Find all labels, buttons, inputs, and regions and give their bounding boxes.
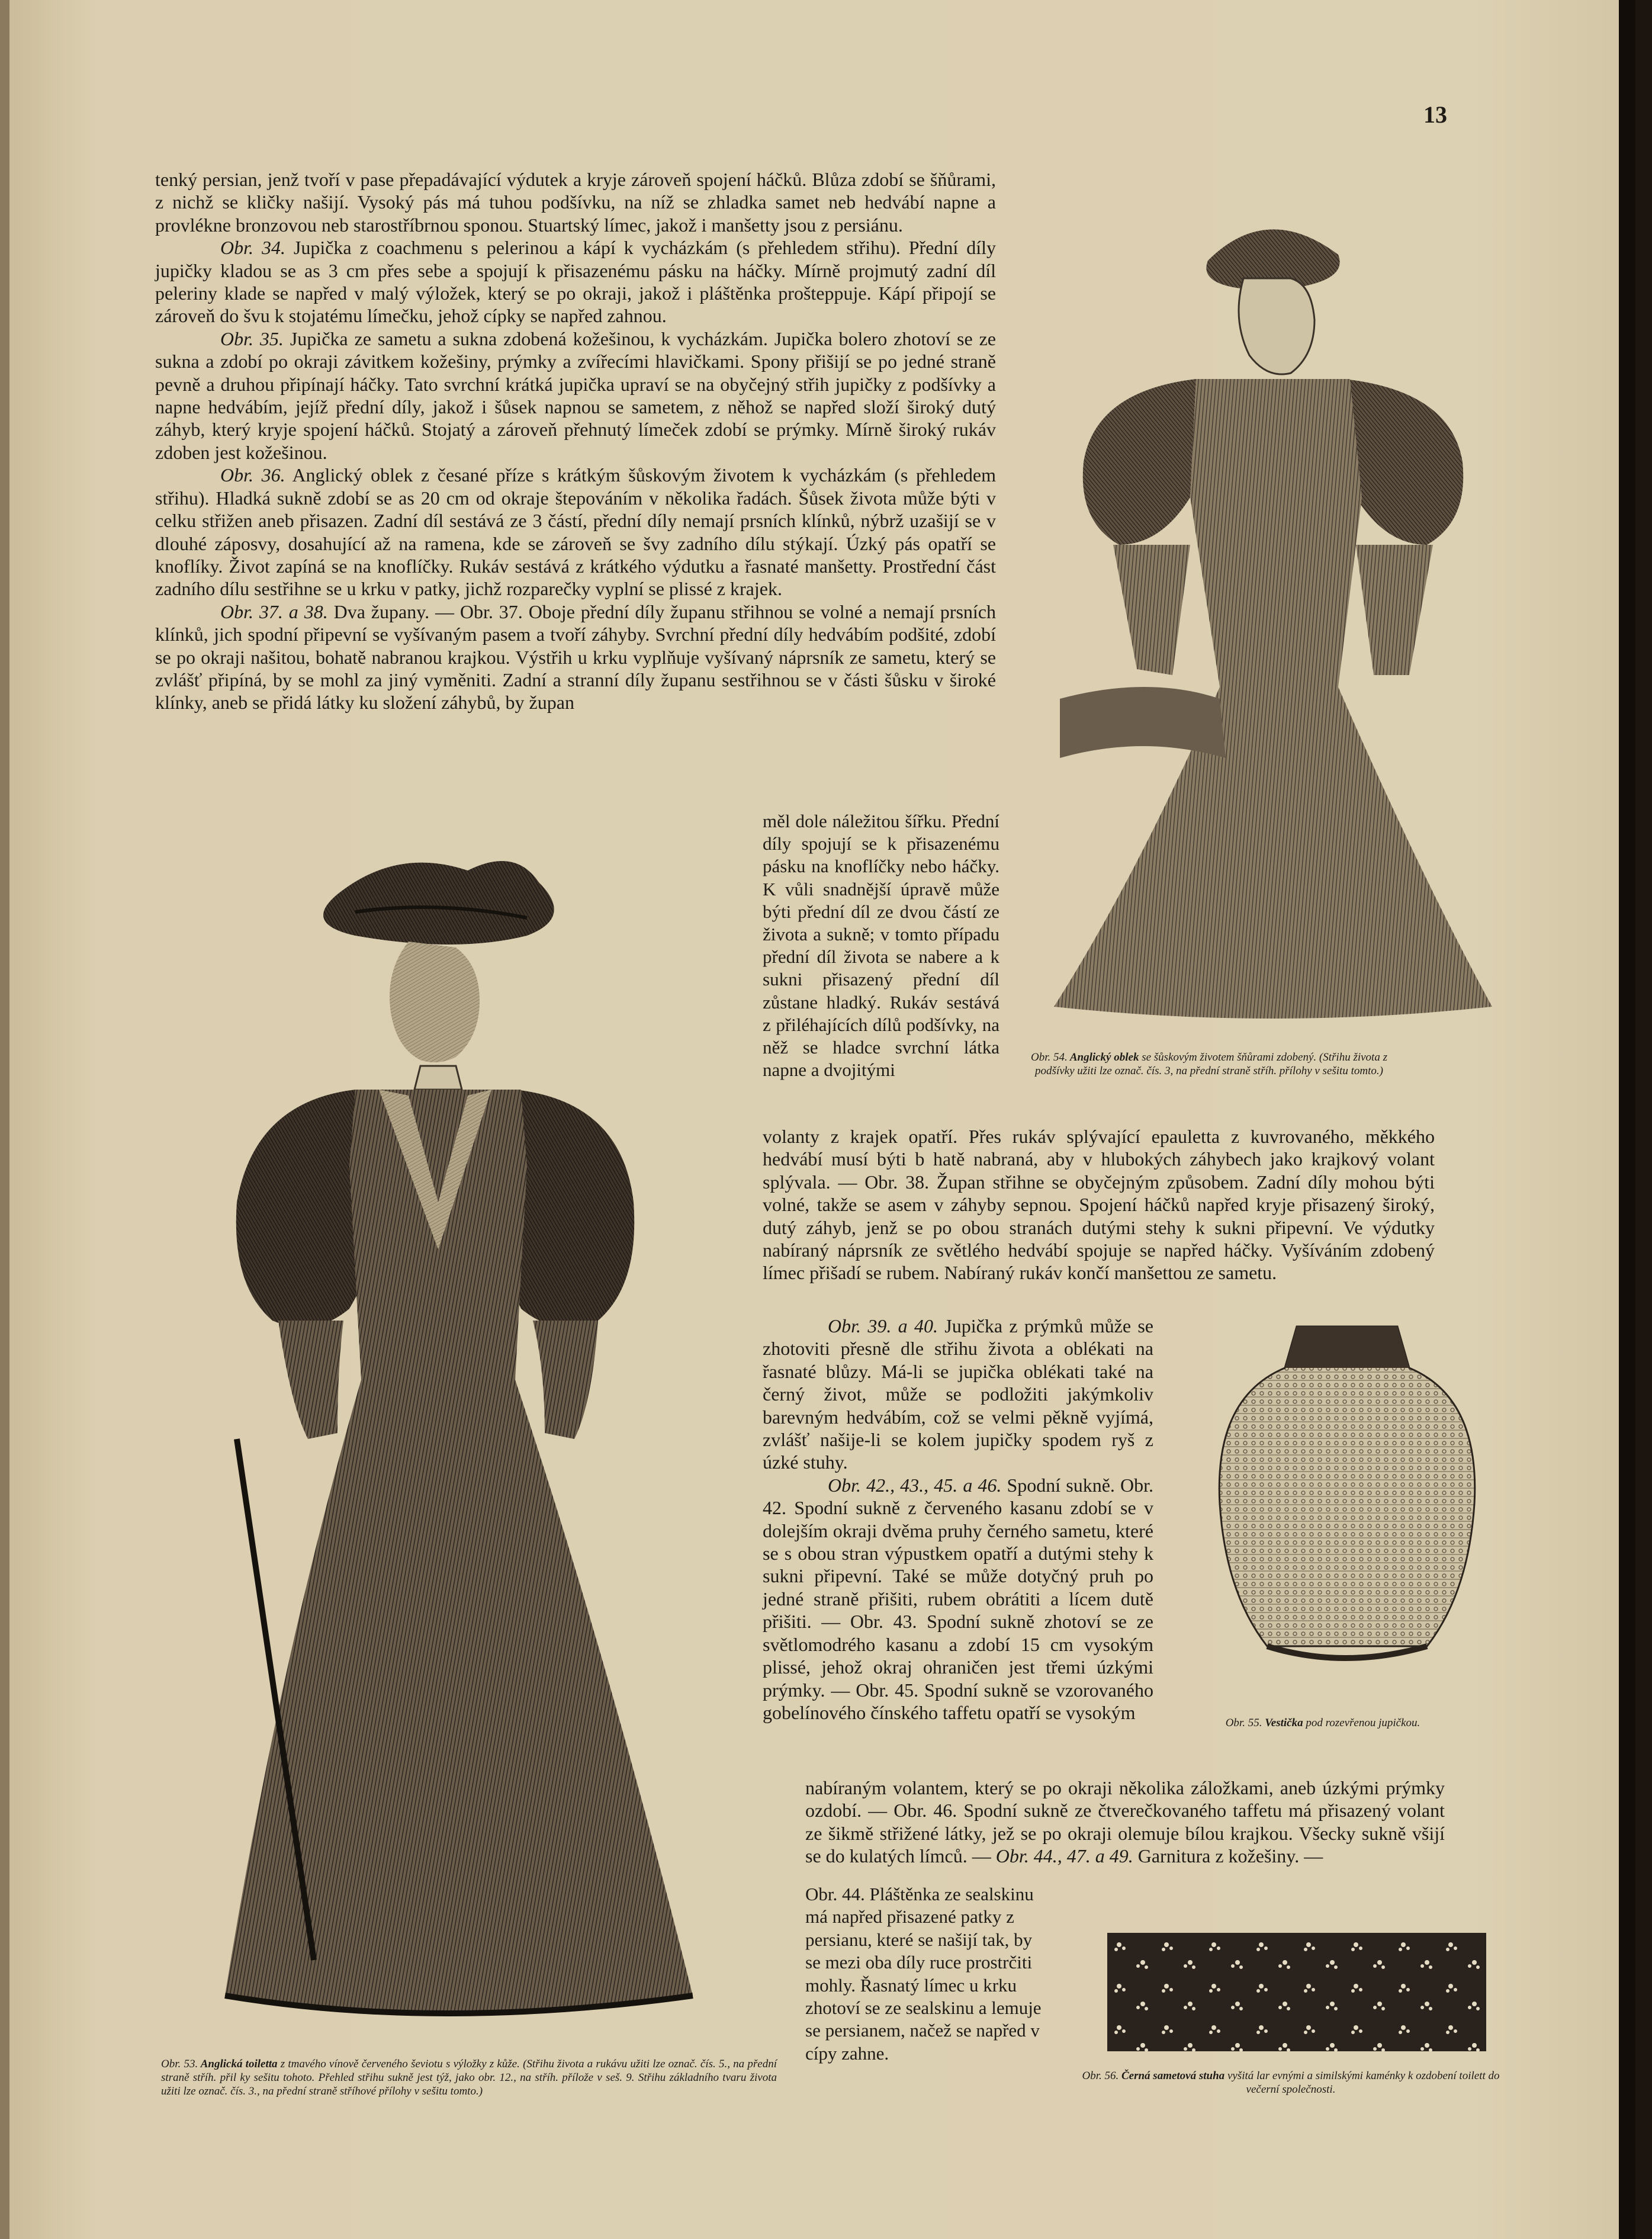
paragraph-text: nabíraným volantem, který se po okraji několika záložkami, aneb úzkými prýmky ozdobí. — Obr. 46. Spodní sukně ze čtverečkovaného taffetu má přisazený volant ze šikmě střižené látky, jež se po okraji olemuje bílou krajkou. Všecky sukně všijí se do kulatých límců. —	[805, 1777, 1445, 1867]
figure-reference: Obr. 37. a 38.	[220, 600, 328, 622]
fashion-plate-fig56	[1107, 1933, 1486, 2051]
caption-text: se šůskovým životem šňůrami zdobený. (Střihu života z podšívky užiti lze označ. čís. 3, na přední straně stříh. přílohy v sešitu tomto.)	[1035, 1051, 1387, 1077]
caption-fig54	[1014, 1051, 1404, 1078]
caption-title: Vestička	[1262, 1717, 1303, 1729]
article-wide-column-2	[805, 1777, 1445, 1868]
paragraph-text: Spodní sukně. Obr. 42. Spodní sukně z červeného kasanu zdobí se v dolejším okraji dvěma pruhy černého sametu, které se s obou stran výpustkem opatří a dutými stehy k sukni připevní. Také se může dotyčný pruh po jedné straně přišiti, rubem obrátiti a lícem dutě přišiti. — Obr. 43. Spodní sukně zhotoví se ze světlomodrého kasanu a zdobí 15 cm vysokým plissé, jehož okraj ohraničen jest třemi úzkými prýmky. — Obr. 45. Spodní sukně se vzorovaného gobelínového čínského taffetu opatří se vysokým	[763, 1474, 1154, 1723]
paragraph	[155, 236, 996, 327]
lace-vest-illustration	[1208, 1315, 1486, 1664]
figure-reference: Obr. 34.	[220, 237, 285, 259]
paragraph-text: Garnitura z kožešiny. —	[1133, 1845, 1323, 1867]
caption-fig55	[1204, 1716, 1441, 1730]
article-top-column	[155, 168, 996, 714]
figure-reference: Obr. 36.	[220, 464, 285, 486]
fashion-plate-fig54	[1042, 166, 1504, 1024]
paragraph-text: Jupička z coachmenu s pelerinou a kápí k vycházkám (s přehledem střihu). Přední díly jupičky kladou se as 3 cm přes sebe a spojují k přisazenému pásku na háčky. Mírně projmutý zadní díl peleriny klade se napřed v malý výložek, který se po okraji, jakož i pláštěnka prošteppuje. Kápí připojí se zároveň do švu k stojatému límečku, jehož cípky se napřed zahnou.	[155, 237, 997, 327]
page-number: 13	[1423, 101, 1447, 128]
caption-label: Obr. 56.	[1082, 2070, 1119, 2082]
velvet-ribbon-illustration	[1107, 1933, 1486, 2051]
caption-text: vyšitá lar evnými a similskými kaménky k ozdobení toilett do večerní společnosti.	[1224, 2070, 1500, 2096]
caption-fig53	[161, 2057, 777, 2098]
caption-title: Černá sametová stuha	[1119, 2070, 1225, 2082]
figure-reference: Obr. 35.	[220, 327, 284, 349]
lady-in-toiletta-illustration	[160, 835, 758, 2043]
paragraph-text: Jupička z prýmků může se zhotoviti přesně dle střihu života a oblékati na řasnaté blůzy. Má-li se jupička oblékati také na černý život, může se podložiti jakýmkoliv barevným hedvábím, což se velmi pěkně vyjímá, zvlášť našije-li se kolem jupičky spodem ryš z úzké stuhy.	[763, 1315, 1154, 1473]
caption-label: Obr. 55.	[1225, 1717, 1262, 1729]
figure-reference: Obr. 44., 47. a 49.	[991, 1845, 1133, 1867]
caption-label: Obr. 54.	[1031, 1051, 1068, 1064]
page-spine	[0, 0, 9, 2239]
caption-title: Anglická toiletta	[198, 2058, 278, 2070]
page-edge-shadow	[1619, 0, 1635, 2239]
paragraph	[155, 464, 996, 600]
fashion-plate-fig55	[1208, 1315, 1486, 1664]
caption-label: Obr. 53.	[161, 2058, 198, 2070]
caption-text: pod rozevřenou jupičkou.	[1303, 1717, 1420, 1729]
caption-title: Anglický oblek	[1067, 1051, 1139, 1064]
paragraph	[763, 1474, 1153, 1724]
fashion-plate-fig53	[160, 835, 758, 2043]
figure-reference: Obr. 39. a 40.	[828, 1315, 938, 1337]
caption-text: z tmavého vínově červeného ševiotu s výložky z kůže. (Střihu života a rukávu užiti lze označ. čís. 5., na přední straně stříh. přil ky sešitu tohoto. Přehled střihu sukně jest týž, jako obr. 12., na stříh. přílože v seš. 9. Střihu základního tvaru života užiti lze označ. čís. 3., na přední straně stříhové přílohy v sešitu tomto.)	[161, 2058, 777, 2097]
paragraph	[805, 1777, 1445, 1868]
paragraph: Obr. 44. Pláštěnka ze sealskinu má napřed přisazené patky z persianu, které se našijí tak, by se mezi oba díly ruce prostrčiti mohly. Řasnatý límec u krku zhotoví se ze sealskinu a lemuje se persianem, načež se napřed v cípy zahne.	[805, 1884, 1042, 2064]
article-mid-column	[763, 810, 999, 1081]
figure-reference: Obr. 42., 43., 45. a 46.	[828, 1474, 1002, 1496]
paragraph	[763, 1315, 1153, 1474]
paragraph-text: Jupička ze sametu a sukna zdobená kožešinou, k vycházkám. Jupička bolero zhotoví se ze sukna a zdobí po okraji závitkem kožešiny, prýmky a zvířecími hlavičkami. Spony přišijí se po jedné straně pevně a druhou připínají háčky. Tato svrchní krátká jupička upraví se na obyčejný střih jupičky z podšívky a napne hedvábím, jejíž přední díly, jakož i šůsek napnou se sametem, z něhož se napřed složí široký dutý záhyb, který kryje spojení háčků. Stojatý a zároveň přehnutý límeček zdobí se prýmky. Mírně široký rukáv zdoben jest kožešinou.	[155, 327, 997, 463]
article-wide-column	[763, 1125, 1435, 1284]
paragraph	[155, 600, 996, 714]
article-right-column	[763, 1315, 1153, 1724]
paragraph-text: Dva župany. — Obr. 37. Oboje přední díly županu střihnou se volné a nemají prsních klínků, jich spodní připevní se vyšívaným pasem a tvoří záhyby. Svrchní přední díly hedvábím podšité, zdobí se po okraji našitou, bohatě nabranou krajkou. Výstřih u krku vyplňuje vyšívaný náprsník ze sametu, který se zvlášť připíná, by se mohl za jiný vyměniti. Zadní a stranní díly županu sestřihnou se v části šůsku v široké klínky, aneb se přidá látky ku složení záhybů, by župan	[155, 600, 997, 714]
paragraph	[155, 327, 996, 464]
article-last-column	[805, 1883, 1042, 2065]
paragraph: měl dole náležitou šířku. Přední díly spojují se k přisazenému pásku na knoflíčky nebo háčky. K vůli snadnější úpravě může býti přední díl ze dvou částí ze života a sukně; v tomto případu přední díl života se nabere a k sukni přisazený přední díl zůstane hladký. Rukáv sestává z přiléhajících dílů podšívky, na něž se hladce svrchní látka napne a dvojitými	[763, 811, 999, 1081]
paragraph: volanty z krajek opatří. Přes rukáv splývající epauletta z kuvrovaného, měkkého hedvábí musí býti b hatě nabraná, aby v hlubokých záhybech jako krajkový volant splývala. — Obr. 38. Župan střihne se obyčejným způsobem. Zadní díly mohou býti volné, takže se asem v záhyby sepnou. Spojení háčků napřed kryje přisazený široký, dutý záhyb, jenž se po obou stranách dutými stehy k sukni připevní. Ve výdutky nabíraný náprsník ze světlého hedvábí spojuje se napřed háčky. Vyšíváním zdobený límec přišadí se rubem. Nabíraný rukáv končí manšettou ze sametu.	[763, 1126, 1435, 1284]
paragraph: tenký persian, jenž tvoří v pase přepadávající výdutek a kryje zároveň spojení háčků. Blůza zdobí se šňůrami, z nichž se kličky našijí. Vysoký pás má tuhou podšívku, na níž se zhladka samet neb hedvábí napne a provlékne bronzovou neb starostříbrnou sponou. Stuartský límec, jakož i manšetty jsou z persiánu.	[155, 169, 996, 236]
caption-fig56	[1078, 2069, 1504, 2096]
paragraph-text: Anglický oblek z česané příze s krátkým šůskovým životem k vycházkám (s přehledem střihu). Hladká sukně zdobí se as 20 cm od okraje štepováním v několika řadách. Šůsek života může býti v celku střižen aneb přisazen. Zadní díl sestává ze 3 částí, přední díly nemají prsních klínků, nýbrž uzašijí se v dlouhé záposvy, dosahující až na ramena, kde se zároveň se švy zadního dílu stýkají. Úzký pás opatří se knoflíky. Život zapíná se na knoflíčky. Rukáv sestává z krátkého výdutku a řasnaté manšetty. Prostřední část zadního dílu sestřihne se u krku v patky, jichž rozparečky vyplní se plissé z krajek.	[155, 464, 996, 600]
english-suit-illustration	[1042, 166, 1504, 1024]
